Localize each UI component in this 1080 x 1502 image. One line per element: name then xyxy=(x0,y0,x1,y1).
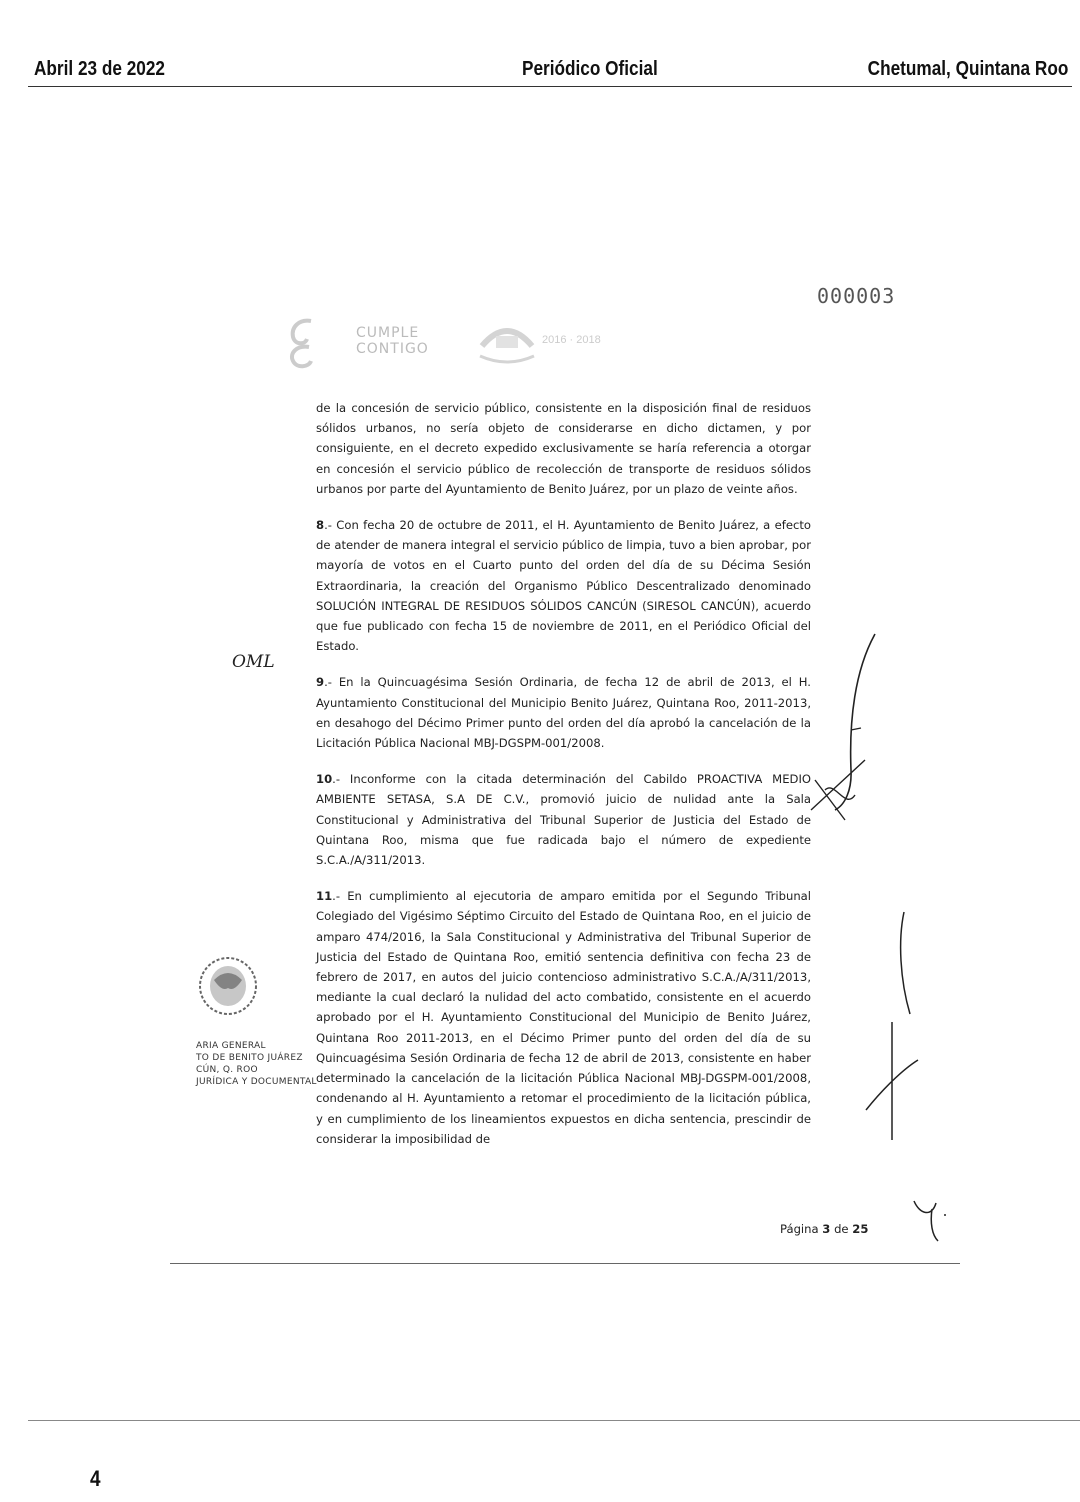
paragraph-11: 11.- En cumplimiento al ejecutoria de amparo emitida por el Segundo Tribunal Colegiado del Vigésimo Séptimo Circuito del Estado de Quintana Roo, en el juicio de amparo 474/2016, la Sala Constitucional y Administrativa del Tribunal Superior de Justicia del Estado de Quintana Roo, emitió sentencia definitiva con fecha 23 de febrero de 2017, en autos del juicio contencioso administrativo S.C.A./A/311/2013, mediante la cual declaró la nulidad del acto combatido, consistente en el acuerdo aprobado por el H. Ayuntamiento Constitucional del Municipio de Benito Juárez, Quintana Roo 2011-2013, en el Décimo Primer punto del orden del día de su Quincuagésima Sesión Ordinaria de fecha 12 de abril de 2013, consistente en haber determinado la cancelación de la licitación Pública Nacional MBJ-DGSPM-001/2008, condenando al H. Ayuntamiento a retomar el procedimiento de la licitación pública, y en cumplimiento de los lineamientos expuestos en dicha sentencia, prescindir de considerar la imposibilidad de xyxy=(316,889,811,1146)
government-seal-icon xyxy=(194,944,262,1034)
paragraph-continuation: de la concesión de servicio público, consistente en la disposición final de residuos sólidos urbanos, no sería objeto de considerarse en dicho dictamen, y por consiguiente, en el decreto expedido exclusivamente se haría referencia a otorgar en concesión el servicio público de recolección de transporte de residuos sólidos urbanos por parte del Ayuntamiento de Benito Juárez, por un plazo de veinte años. xyxy=(316,401,811,496)
header-date: Abril 23 de 2022 xyxy=(34,58,165,80)
logo-line-1: CUMPLE xyxy=(356,325,420,341)
logo-years: 2016 · 2018 xyxy=(542,334,601,346)
header-title: Periódico Oficial xyxy=(522,58,658,80)
cumple-logo-icon xyxy=(285,315,327,371)
scan-bottom-rule xyxy=(170,1263,960,1264)
paragraph-9: 9.- En la Quincuagésima Sesión Ordinaria, de fecha 12 de abril de 2013, el H. Ayuntamiento Constitucional del Municipio Benito Juárez, Quintana Roo, 2011-2013, en desahogo del Décimo Primer punto del orden del día aprobó la cancelación de la Licitación Pública Nacional MBJ-DGSPM-001/2008. xyxy=(316,675,811,751)
scanned-body-text xyxy=(316,398,811,1165)
logo-line-2: CONTIGO xyxy=(356,341,429,357)
document-stamp-number: 000003 xyxy=(817,284,896,308)
paragraph-8: 8.- Con fecha 20 de octubre de 2011, el H. Ayuntamiento de Benito Juárez, a efecto de atender de manera integral el servicio público de limpia, tuvo a bien aprobar, por mayoría de votos en el Cuarto punto del orden del día de su Décima Sesión Extraordinaria, la creación del Organismo Público Descentralizado denominado SOLUCIÓN INTEGRAL DE RESIDUOS SÓLIDOS CANCÚN (SIRESOL CANCÚN), acuerdo que fue publicado con fecha 15 de noviembre de 2011, en el Periódico Oficial del Estado. xyxy=(316,518,811,654)
signature-4-icon xyxy=(910,1195,950,1245)
paragraph-10: 10.- Inconforme con la citada determinación del Cabildo PROACTIVA MEDIO AMBIENTE SETASA, S.A DE C.V., promovió juicio de nulidad ante la Sala Constitucional y Administrativa del Tribunal Superior de Justicia del Estado de Quintana Roo, misma que fue radicada bajo el número de expediente S.C.A./A/311/2013. xyxy=(316,772,811,868)
seal-caption: ARIA GENERAL TO DE BENITO JUÁREZ CÚN, Q. ROO JURÍDICA Y DOCUMENTAL xyxy=(196,1041,317,1087)
signature-1-icon xyxy=(805,630,885,830)
scan-page-indicator: Página 3 de 25 xyxy=(780,1222,869,1236)
footer-rule xyxy=(28,1420,1080,1421)
signature-2-icon xyxy=(890,910,920,1020)
municipal-logo-icon xyxy=(476,316,538,368)
signature-3-icon xyxy=(862,1020,922,1145)
page-number: 4 xyxy=(90,1466,101,1491)
page-header xyxy=(28,56,1072,87)
margin-initials: OML xyxy=(232,652,275,672)
cumple-contigo-text xyxy=(356,325,429,357)
header-place: Chetumal, Quintana Roo xyxy=(867,58,1068,80)
